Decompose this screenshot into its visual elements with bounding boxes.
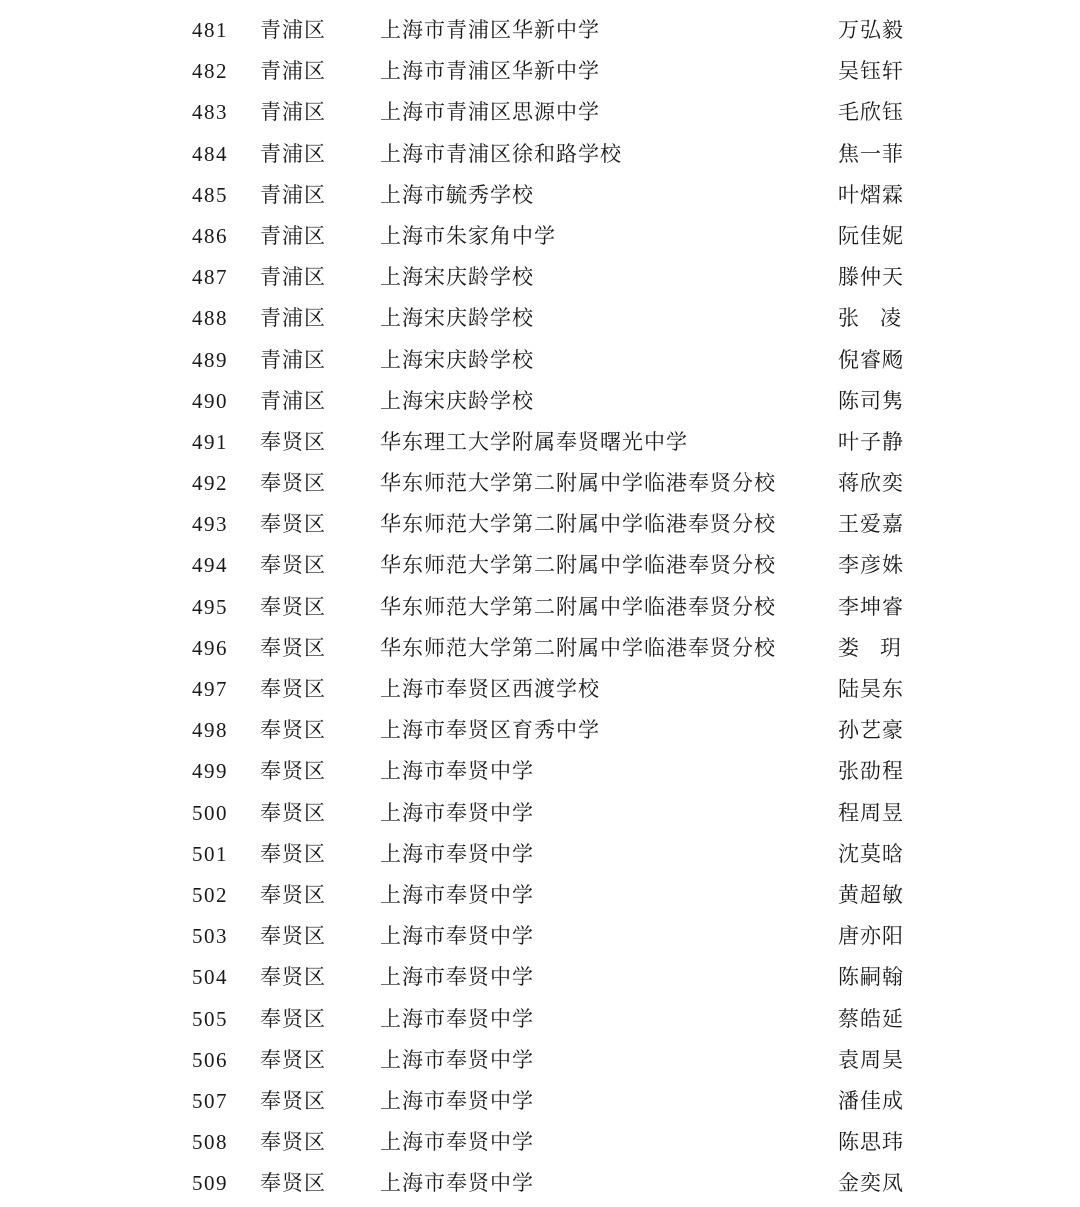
row-number: 488: [192, 306, 228, 331]
student-name: 叶子静: [838, 429, 904, 454]
row-number: 490: [192, 388, 228, 413]
student-name: 袁周昊: [838, 1047, 904, 1072]
list-row: [0, 216, 1080, 257]
district: 青浦区: [260, 306, 326, 331]
student-name: 潘佳成: [838, 1088, 904, 1113]
school-name: 上海市青浦区思源中学: [380, 100, 600, 125]
roster-list: [0, 10, 1080, 1204]
list-row: [0, 834, 1080, 875]
district: 青浦区: [260, 141, 326, 166]
school-name: 上海市奉贤区育秀中学: [380, 718, 600, 743]
list-row: [0, 999, 1080, 1040]
school-name: 上海宋庆龄学校: [380, 388, 534, 413]
student-name: 吴钰轩: [838, 59, 904, 84]
row-number: 493: [192, 512, 228, 537]
school-name: 上海市奉贤中学: [380, 965, 534, 990]
student-name: 李彦姝: [838, 553, 904, 578]
row-number: 498: [192, 718, 228, 743]
district: 奉贤区: [260, 1171, 326, 1196]
student-name: 金奕凤: [838, 1171, 904, 1196]
district: 青浦区: [260, 100, 326, 125]
school-name: 上海市奉贤中学: [380, 800, 534, 825]
student-name: 叶熠霖: [838, 182, 904, 207]
student-name: 毛欣钰: [838, 100, 904, 125]
row-number: 503: [192, 924, 228, 949]
school-name: 华东师范大学第二附属中学临港奉贤分校: [380, 471, 776, 496]
school-name: 华东理工大学附属奉贤曙光中学: [380, 429, 688, 454]
district: 青浦区: [260, 182, 326, 207]
student-name: 孙艺豪: [838, 718, 904, 743]
list-row: [0, 587, 1080, 628]
district: 青浦区: [260, 223, 326, 248]
list-row: [0, 751, 1080, 792]
school-name: 上海市奉贤中学: [380, 924, 534, 949]
school-name: 上海市奉贤中学: [380, 882, 534, 907]
school-name: 上海市奉贤中学: [380, 1171, 534, 1196]
school-name: 华东师范大学第二附属中学临港奉贤分校: [380, 553, 776, 578]
row-number: 484: [192, 141, 228, 166]
district: 奉贤区: [260, 800, 326, 825]
list-row: [0, 916, 1080, 957]
school-name: 上海宋庆龄学校: [380, 306, 534, 331]
student-name: 阮佳妮: [838, 223, 904, 248]
list-row: [0, 1163, 1080, 1204]
row-number: 491: [192, 429, 228, 454]
student-name: 陈思玮: [838, 1130, 904, 1155]
school-name: 上海市毓秀学校: [380, 182, 534, 207]
student-name: 程周昱: [838, 800, 904, 825]
district: 奉贤区: [260, 512, 326, 537]
list-row: [0, 545, 1080, 586]
district: 奉贤区: [260, 924, 326, 949]
list-row: [0, 422, 1080, 463]
district: 青浦区: [260, 265, 326, 290]
list-row: [0, 10, 1080, 51]
district: 奉贤区: [260, 965, 326, 990]
district: 奉贤区: [260, 429, 326, 454]
list-row: [0, 710, 1080, 751]
district: 奉贤区: [260, 1006, 326, 1031]
list-row: [0, 298, 1080, 339]
row-number: 508: [192, 1130, 228, 1155]
student-name: 娄玥: [838, 635, 902, 660]
school-name: 上海市朱家角中学: [380, 223, 556, 248]
school-name: 上海市奉贤中学: [380, 1130, 534, 1155]
row-number: 496: [192, 635, 228, 660]
list-row: [0, 463, 1080, 504]
row-number: 509: [192, 1171, 228, 1196]
list-row: [0, 340, 1080, 381]
district: 奉贤区: [260, 677, 326, 701]
school-name: 上海宋庆龄学校: [380, 347, 534, 372]
school-name: 上海宋庆龄学校: [380, 265, 534, 290]
school-name: 上海市奉贤中学: [380, 1088, 534, 1113]
school-name: 上海市青浦区华新中学: [380, 59, 600, 84]
school-name: 上海市奉贤中学: [380, 1006, 534, 1031]
list-row: [0, 957, 1080, 998]
row-number: 483: [192, 100, 228, 125]
row-number: 506: [192, 1047, 228, 1072]
row-number: 492: [192, 471, 228, 496]
student-name: 沈莫晗: [838, 841, 904, 866]
row-number: 505: [192, 1006, 228, 1031]
district: 青浦区: [260, 347, 326, 372]
student-name: 张凌: [838, 306, 902, 331]
list-row: [0, 875, 1080, 916]
student-name: 万弘毅: [838, 18, 904, 42]
list-row: [0, 1122, 1080, 1163]
student-name: 陆昊东: [838, 677, 904, 701]
school-name: 上海市奉贤中学: [380, 759, 534, 784]
student-name: 李坤睿: [838, 594, 904, 619]
district: 青浦区: [260, 18, 326, 42]
district: 奉贤区: [260, 635, 326, 660]
student-name: 焦一菲: [838, 141, 904, 166]
student-name: 黄超敏: [838, 882, 904, 907]
school-name: 华东师范大学第二附属中学临港奉贤分校: [380, 635, 776, 660]
school-name: 上海市奉贤中学: [380, 1047, 534, 1072]
student-name: 王爱嘉: [838, 512, 904, 537]
district: 奉贤区: [260, 718, 326, 743]
row-number: 486: [192, 223, 228, 248]
row-number: 504: [192, 965, 228, 990]
list-row: [0, 1040, 1080, 1081]
student-name: 倪睿飏: [838, 347, 904, 372]
row-number: 507: [192, 1088, 228, 1113]
student-name: 蔡皓延: [838, 1006, 904, 1031]
row-number: 485: [192, 182, 228, 207]
school-name: 上海市青浦区华新中学: [380, 18, 600, 42]
student-name: 陈司隽: [838, 388, 904, 413]
student-name: 唐亦阳: [838, 924, 904, 949]
district: 青浦区: [260, 59, 326, 84]
school-name: 上海市奉贤区西渡学校: [380, 677, 600, 701]
student-name: 滕仲天: [838, 265, 904, 290]
list-row: [0, 381, 1080, 422]
list-row: [0, 1081, 1080, 1122]
row-number: 501: [192, 841, 228, 866]
row-number: 500: [192, 800, 228, 825]
list-row: [0, 793, 1080, 834]
district: 奉贤区: [260, 841, 326, 866]
row-number: 497: [192, 677, 228, 701]
row-number: 489: [192, 347, 228, 372]
district: 奉贤区: [260, 1130, 326, 1155]
list-row: [0, 257, 1080, 298]
row-number: 481: [192, 18, 228, 42]
row-number: 494: [192, 553, 228, 578]
district: 奉贤区: [260, 759, 326, 784]
row-number: 499: [192, 759, 228, 784]
list-row: [0, 628, 1080, 669]
district: 奉贤区: [260, 1047, 326, 1072]
student-name: 张劭程: [838, 759, 904, 784]
row-number: 482: [192, 59, 228, 84]
school-name: 上海市青浦区徐和路学校: [380, 141, 622, 166]
district: 奉贤区: [260, 882, 326, 907]
row-number: 502: [192, 882, 228, 907]
district: 奉贤区: [260, 1088, 326, 1113]
district: 奉贤区: [260, 553, 326, 578]
district: 奉贤区: [260, 471, 326, 496]
list-row: [0, 669, 1080, 710]
row-number: 487: [192, 265, 228, 290]
list-row: [0, 175, 1080, 216]
school-name: 上海市奉贤中学: [380, 841, 534, 866]
list-row: [0, 134, 1080, 175]
student-name: 蒋欣奕: [838, 471, 904, 496]
school-name: 华东师范大学第二附属中学临港奉贤分校: [380, 594, 776, 619]
student-name: 陈嗣翰: [838, 965, 904, 990]
list-row: [0, 51, 1080, 92]
district: 青浦区: [260, 388, 326, 413]
row-number: 495: [192, 594, 228, 619]
list-row: [0, 92, 1080, 133]
school-name: 华东师范大学第二附属中学临港奉贤分校: [380, 512, 776, 537]
district: 奉贤区: [260, 594, 326, 619]
list-row: [0, 504, 1080, 545]
